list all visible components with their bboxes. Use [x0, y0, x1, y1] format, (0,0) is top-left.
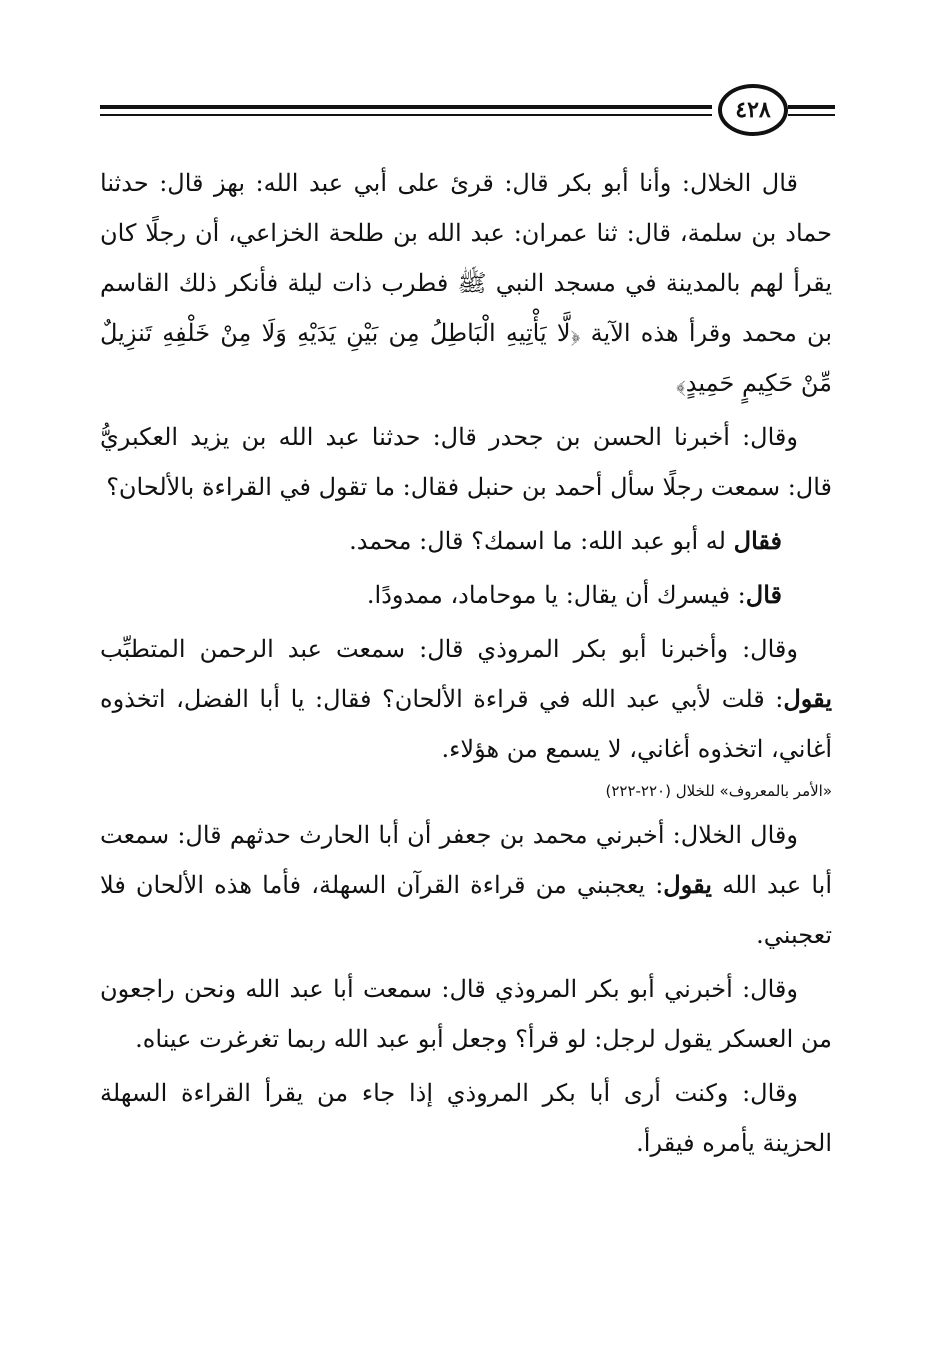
paragraph-3-before: وقال: وأخبرنا أبو بكر المروذي قال: سمعت عبد الرحمن المتطبِّب [100, 635, 798, 663]
header-rule-thick [100, 105, 712, 109]
paragraph-2: وقال: أخبرنا الحسن بن جحدر قال: حدثنا عبد الله بن يزيد العكبريُّ قال: سمعت رجلًا سأل أحمد بن حنبل فقال: ما تقول في القراءة بالألحان؟ [100, 423, 832, 501]
paragraph-4-before: وقال الخلال: أخبرني محمد بن جعفر أن أبا الحارث حدثهم قال: سمعت أبا عبد الله [100, 821, 832, 899]
paragraph-4-bold: يقول [663, 870, 712, 899]
paragraph-6: وقال: وكنت أرى أبا بكر المروذي إذا جاء من يقرأ القراءة السهلة الحزينة يأمره فيقرأ. [100, 1079, 832, 1157]
header-rule-thin [100, 114, 712, 116]
paragraph-3-after: : قلت لأبي عبد الله في قراءة الألحان؟ فقال: يا أبا الفضل، اتخذوه أغاني، اتخذوه أغاني، لا يسمع من هؤلاء. [100, 685, 832, 763]
paragraph-4 [100, 810, 832, 960]
dialogue-line-2 [100, 570, 832, 620]
source-reference: «الأمر بالمعروف» للخلال (٢٢٠-٢٢٢) [605, 782, 832, 800]
paragraph-4-after: : يعجبني من قراءة القرآن السهلة، فأما هذه الألحان فلا تعجبني. [100, 871, 832, 949]
header-rule-thin-right [788, 114, 835, 116]
header-rule-thick-right [788, 105, 835, 109]
page-number: ٤٢٨ [718, 84, 788, 136]
dialogue-line-1 [100, 516, 832, 566]
dialogue-text: : فيسرك أن يقال: يا موحاماد، ممدودًا. [366, 581, 746, 609]
page-header [100, 78, 835, 142]
dialogue-lead: فقال [733, 526, 782, 555]
paragraph-1: قال الخلال: وأنا أبو بكر قال: قرئ على أبي عبد الله: بهز قال: حدثنا حماد بن سلمة، قال: ثنا عمران: عبد الله بن طلحة الخزاعي، أن رجلًا كان يقرأ لهم بالمدينة في مسجد النبي ﷺ فطرب ذات ليلة فأنكر ذلك القاسم بن محمد وقرأ هذه الآية ﴿لَّا يَأْتِيهِ الْبَاطِلُ مِن بَيْنِ يَدَيْهِ وَلَا مِنْ خَلْفِهِ تَنزِيلٌ مِّنْ حَكِيمٍ حَمِيدٍ﴾ [100, 169, 832, 397]
paragraph-3-bold: يقول [783, 684, 832, 713]
dialogue-text: له أبو عبد الله: ما اسمك؟ قال: محمد. [349, 527, 734, 555]
paragraph-5: وقال: أخبرني أبو بكر المروذي قال: سمعت أبا عبد الله ونحن راجعون من العسكر يقول لرجل: لو قرأ؟ وجعل أبو عبد الله ربما تغرغرت عيناه. [100, 975, 832, 1053]
page-body [100, 158, 832, 1168]
dialogue-lead: قال [745, 580, 782, 609]
paragraph-3 [100, 624, 832, 774]
